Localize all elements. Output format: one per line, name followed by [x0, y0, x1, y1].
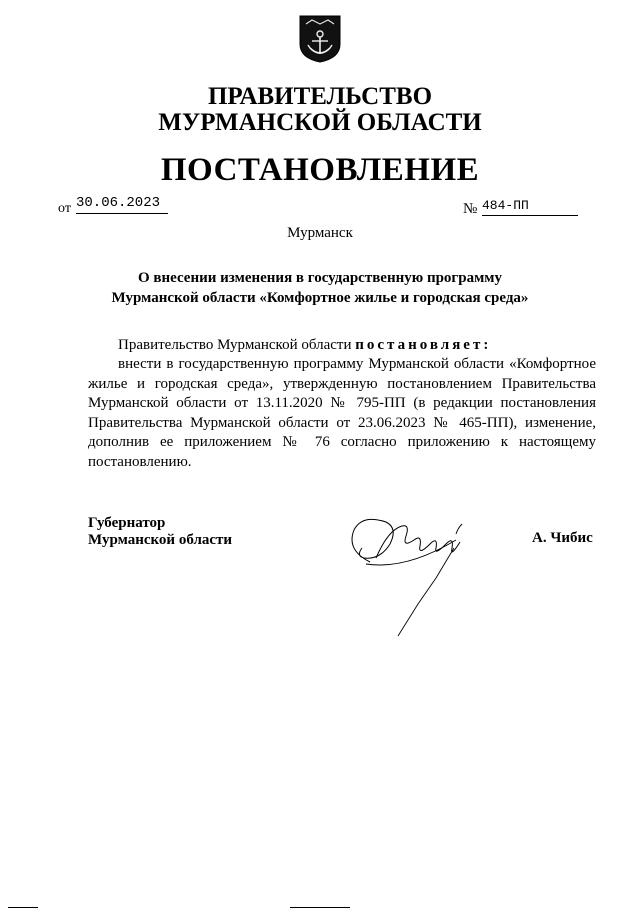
decree-word: постановляет: [355, 337, 492, 353]
org-name-line2: МУРМАНСКОЙ ОБЛАСТИ [158, 109, 482, 136]
subject-line2: Мурманской области «Комфортное жилье и городская среда» [111, 290, 529, 306]
signer-title-line2: Мурманской области [88, 532, 233, 548]
footer-mark [8, 907, 38, 908]
org-name-line1: ПРАВИТЕЛЬСТВО [207, 83, 433, 110]
decree-intro [118, 336, 598, 356]
document-number: 484-ПП [482, 198, 578, 216]
document-type-title: ПОСТАНОВЛЕНИЕ [160, 152, 480, 188]
footer-mark [290, 907, 350, 908]
signer-title-line1: Губернатор [88, 515, 166, 531]
subject-line1: О внесении изменения в государственную программу [137, 270, 503, 286]
signer-name: А. Чибис [532, 530, 593, 546]
city-name: Мурманск [287, 225, 353, 241]
decree-intro-text: Правительство Мурманской области [118, 337, 352, 353]
number-prefix: № [463, 201, 478, 217]
date-prefix: от [58, 201, 71, 216]
decree-body-text: внести в государственную программу Мурманской области «Комфортное жилье и городская среда», утвержденную постановлением Правительства Мурманской области от 13.11.2020 № 795-ПП (в редакции постановления Правительства Мурманской области от 23.06.2023 № 465-ПП), изменение, дополнив ее приложением № 76 согласно приложению к настоящему постановлению. [88, 356, 596, 470]
handwritten-signature [336, 500, 496, 640]
document-date: 30.06.2023 [76, 195, 168, 214]
coat-of-arms-icon [298, 14, 342, 64]
